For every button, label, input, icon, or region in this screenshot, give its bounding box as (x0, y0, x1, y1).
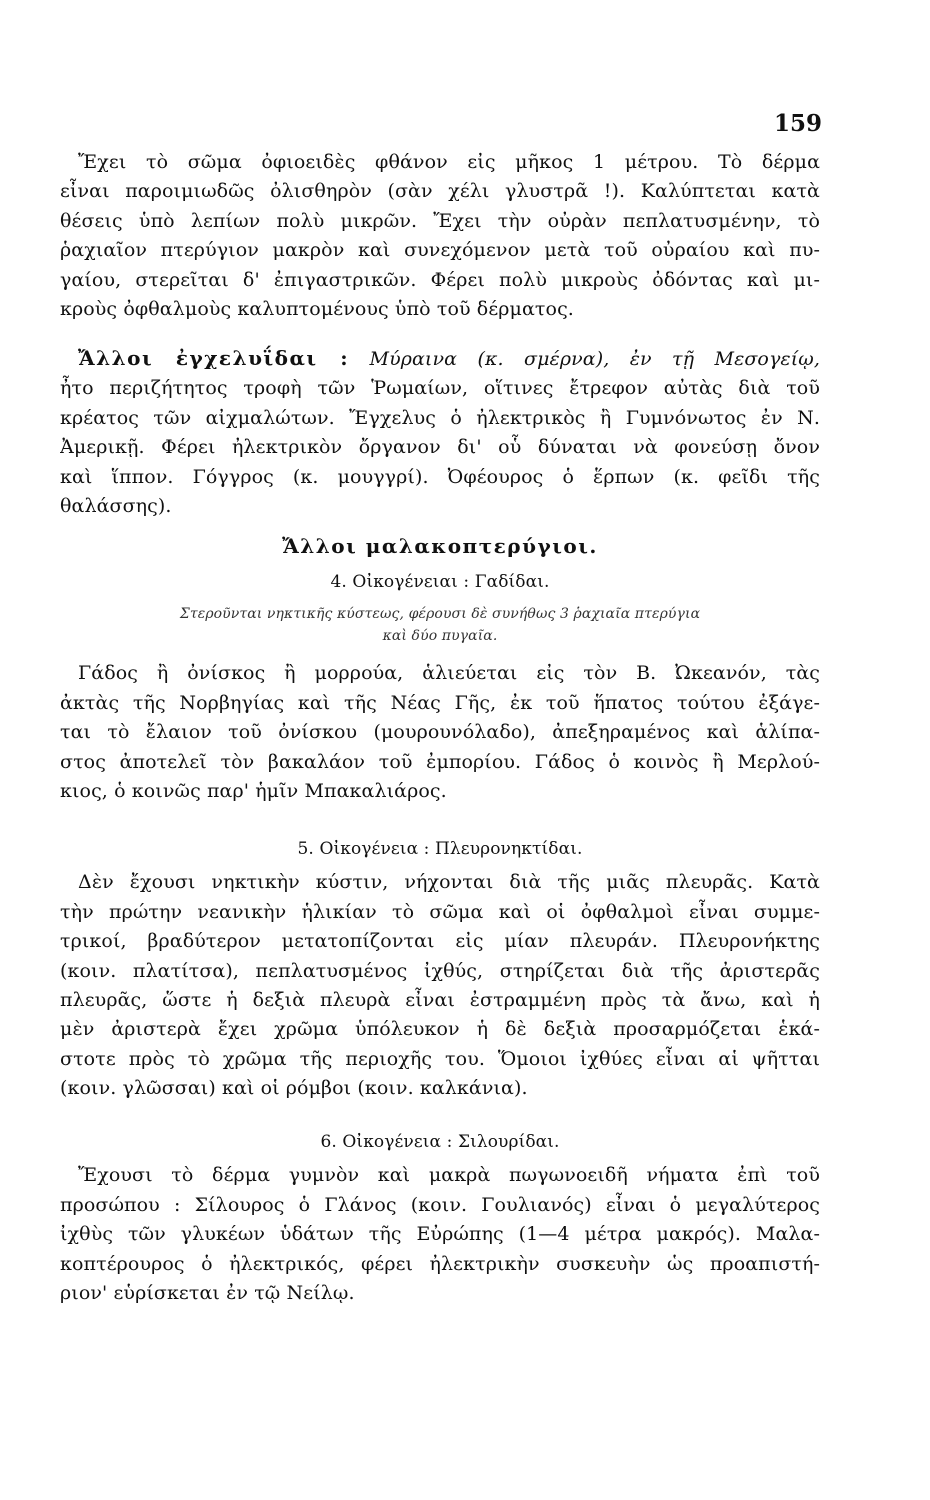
eel-description (60, 148, 820, 324)
text-line: στος ἀποτελεῖ τὸν βακαλάον τοῦ ἐμπορίου. Γάδος ὁ κοινὸς ἢ Μερλού- (60, 750, 820, 773)
text-line: ἰχθὺς τῶν γλυκέων ὑδάτων τῆς Εὐρώπης (1—4 μέτρα μακρός). Μαλα- (60, 1223, 820, 1246)
family-title: 5. Οἰκογένεια : Πλευρονηκτίδαι. (297, 839, 583, 859)
family-pleuronectidae (60, 835, 820, 1104)
text-line: Ἔχει τὸ σῶμα ὀφιοειδὲς φθάνον εἰς μῆκος 1 μέτρου. Τὸ δέρμα (78, 151, 820, 173)
text-line: Ἀμερικῇ. Φέρει ἠλεκτρικὸν ὄργανον δι' οὗ δύναται νὰ φονεύσῃ ὄνον (60, 436, 820, 459)
text-line: γαίου, στερεῖται δ' ἐπιγαστρικῶν. Φέρει πολὺ μικροὺς ὀδόντας καὶ μι- (60, 268, 820, 291)
text-line: τρικοί, βραδύτερον μετατοπίζονται εἰς μίαν πλευράν. Πλευρονήκτης (60, 930, 820, 953)
family-siluridae (60, 1128, 820, 1308)
family-title: 6. Οἰκογένεια : Σιλουρίδαι. (320, 1132, 560, 1152)
text-line: (κοιν. γλῶσσαι) καὶ οἱ ρόμβοι (κοιν. καλκάνια). (60, 1077, 528, 1100)
text-fragment: Μύραινα (κ. σμέρνα), ἐν τῇ Μεσογείῳ, (369, 348, 820, 370)
family-title: 4. Οἰκογένειαι : Γαδίδαι. (330, 572, 550, 592)
text-line: κροὺς ὀφθαλμοὺς καλυπτομένους ὑπὸ τοῦ δέρματος. (60, 298, 574, 321)
text-line: (κοιν. πλατίτσα), πεπλατυσμένος ἰχθύς, στηρίζεται διὰ τῆς ἀριστερᾶς (60, 959, 820, 982)
family-note: Στεροῦνται νηκτικῆς κύστεως, φέρουσι δὲ συνήθως 3 ῥαχιαῖα πτερύγια (179, 606, 701, 623)
text-line: ται τὸ ἔλαιον τοῦ ὀνίσκου (μουρουνόλαδο), ἀπεξηραμένος καὶ ἁλίπα- (60, 721, 820, 744)
text-line: θέσεις ὑπὸ λεπίων πολὺ μικρῶν. Ἔχει τὴν οὐρὰν πεπλατυσμένην, τὸ (60, 209, 820, 232)
text-line: στοτε πρὸς τὸ χρῶμα τῆς περιοχῆς του. Ὅμοιοι ἰχθύες εἶναι αἱ ψῆτται (60, 1047, 820, 1070)
text-line: Ἔχουσι τὸ δέρμα γυμνὸν καὶ μακρὰ πωγωνοειδῆ νήματα ἐπὶ τοῦ (78, 1164, 820, 1187)
text-line: Γάδος ἢ ὀνίσκος ἢ μορρούα, ἁλιεύεται εἰς τὸν Β. Ὠκεανόν, τὰς (78, 662, 820, 685)
text-line: εἶναι παροιμιωδῶς ὀλισθηρὸν (σὰν χέλι γλυστρᾶ !). Καλύπτεται κατὰ (60, 180, 820, 203)
text-line: κιος, ὁ κοινῶς παρ' ἡμῖν Μπακαλιάρος. (60, 780, 447, 803)
family-note: καὶ δύο πυγαῖα. (382, 628, 498, 645)
text-line: ἀκτὰς τῆς Νορβηγίας καὶ τῆς Νέας Γῆς, ἐκ τοῦ ἥπατος τούτου ἐξάγε- (60, 691, 820, 714)
other-eels-heading: Ἄλλοι ἐγχελυΐδαι : (78, 346, 350, 370)
text-line: κρέατος τῶν αἰχμαλώτων. Ἔγχελυς ὁ ἠλεκτρικὸς ἢ Γυμνόνωτος ἐν Ν. (60, 406, 820, 429)
text-line (60, 344, 820, 374)
text-line: πλευρᾶς, ὥστε ἡ δεξιὰ πλευρὰ εἶναι ἐστραμμένη πρὸς τὰ ἄνω, καὶ ἡ (60, 989, 820, 1012)
text-line: ἦτο περιζήτητος τροφὴ τῶν Ῥωμαίων, οἵτινες ἔτρεφον αὐτὰς διὰ τοῦ (60, 377, 820, 400)
text-line: μὲν ἀριστερὰ ἔχει χρῶμα ὑπόλευκον ἡ δὲ δεξιὰ προσαρμόζεται ἑκά- (60, 1018, 820, 1041)
other-eels-paragraph (60, 344, 820, 521)
section-heading: Ἄλλοι μαλακοπτερύγιοι. (282, 534, 598, 558)
text-line: καὶ ἵππον. Γόγγρος (κ. μουγγρί). Ὀφέουρος ὁ ἕρπων (κ. φεῖδι τῆς (60, 465, 820, 488)
text-line: θαλάσσης). (60, 495, 172, 518)
text-line: κοπτέρουρος ὁ ἠλεκτρικός, φέρει ἠλεκτρικὴν συσκευὴν ὡς προαπιστή- (60, 1252, 820, 1275)
text-line: τὴν πρώτην νεανικὴν ἡλικίαν τὸ σῶμα καὶ οἱ ὀφθαλμοὶ εἶναι συμμε- (60, 900, 820, 923)
page-number: 159 (773, 110, 822, 137)
text-line: ῥαχιαῖον πτερύγιον μακρὸν καὶ συνεχόμενον μετὰ τοῦ οὐραίου καὶ πυ- (60, 239, 820, 262)
text-line: Δὲν ἔχουσι νηκτικὴν κύστιν, νήχονται διὰ τῆς μιᾶς πλευρᾶς. Κατὰ (78, 871, 820, 894)
text-line: προσώπου : Σίλουρος ὁ Γλάνος (κοιν. Γουλιανός) εἶναι ὁ μεγαλύτερος (60, 1193, 820, 1216)
section-heading-block (60, 532, 820, 561)
family-gadidae (60, 568, 820, 806)
text-line: ριον' εὑρίσκεται ἐν τῷ Νείλῳ. (60, 1282, 355, 1305)
